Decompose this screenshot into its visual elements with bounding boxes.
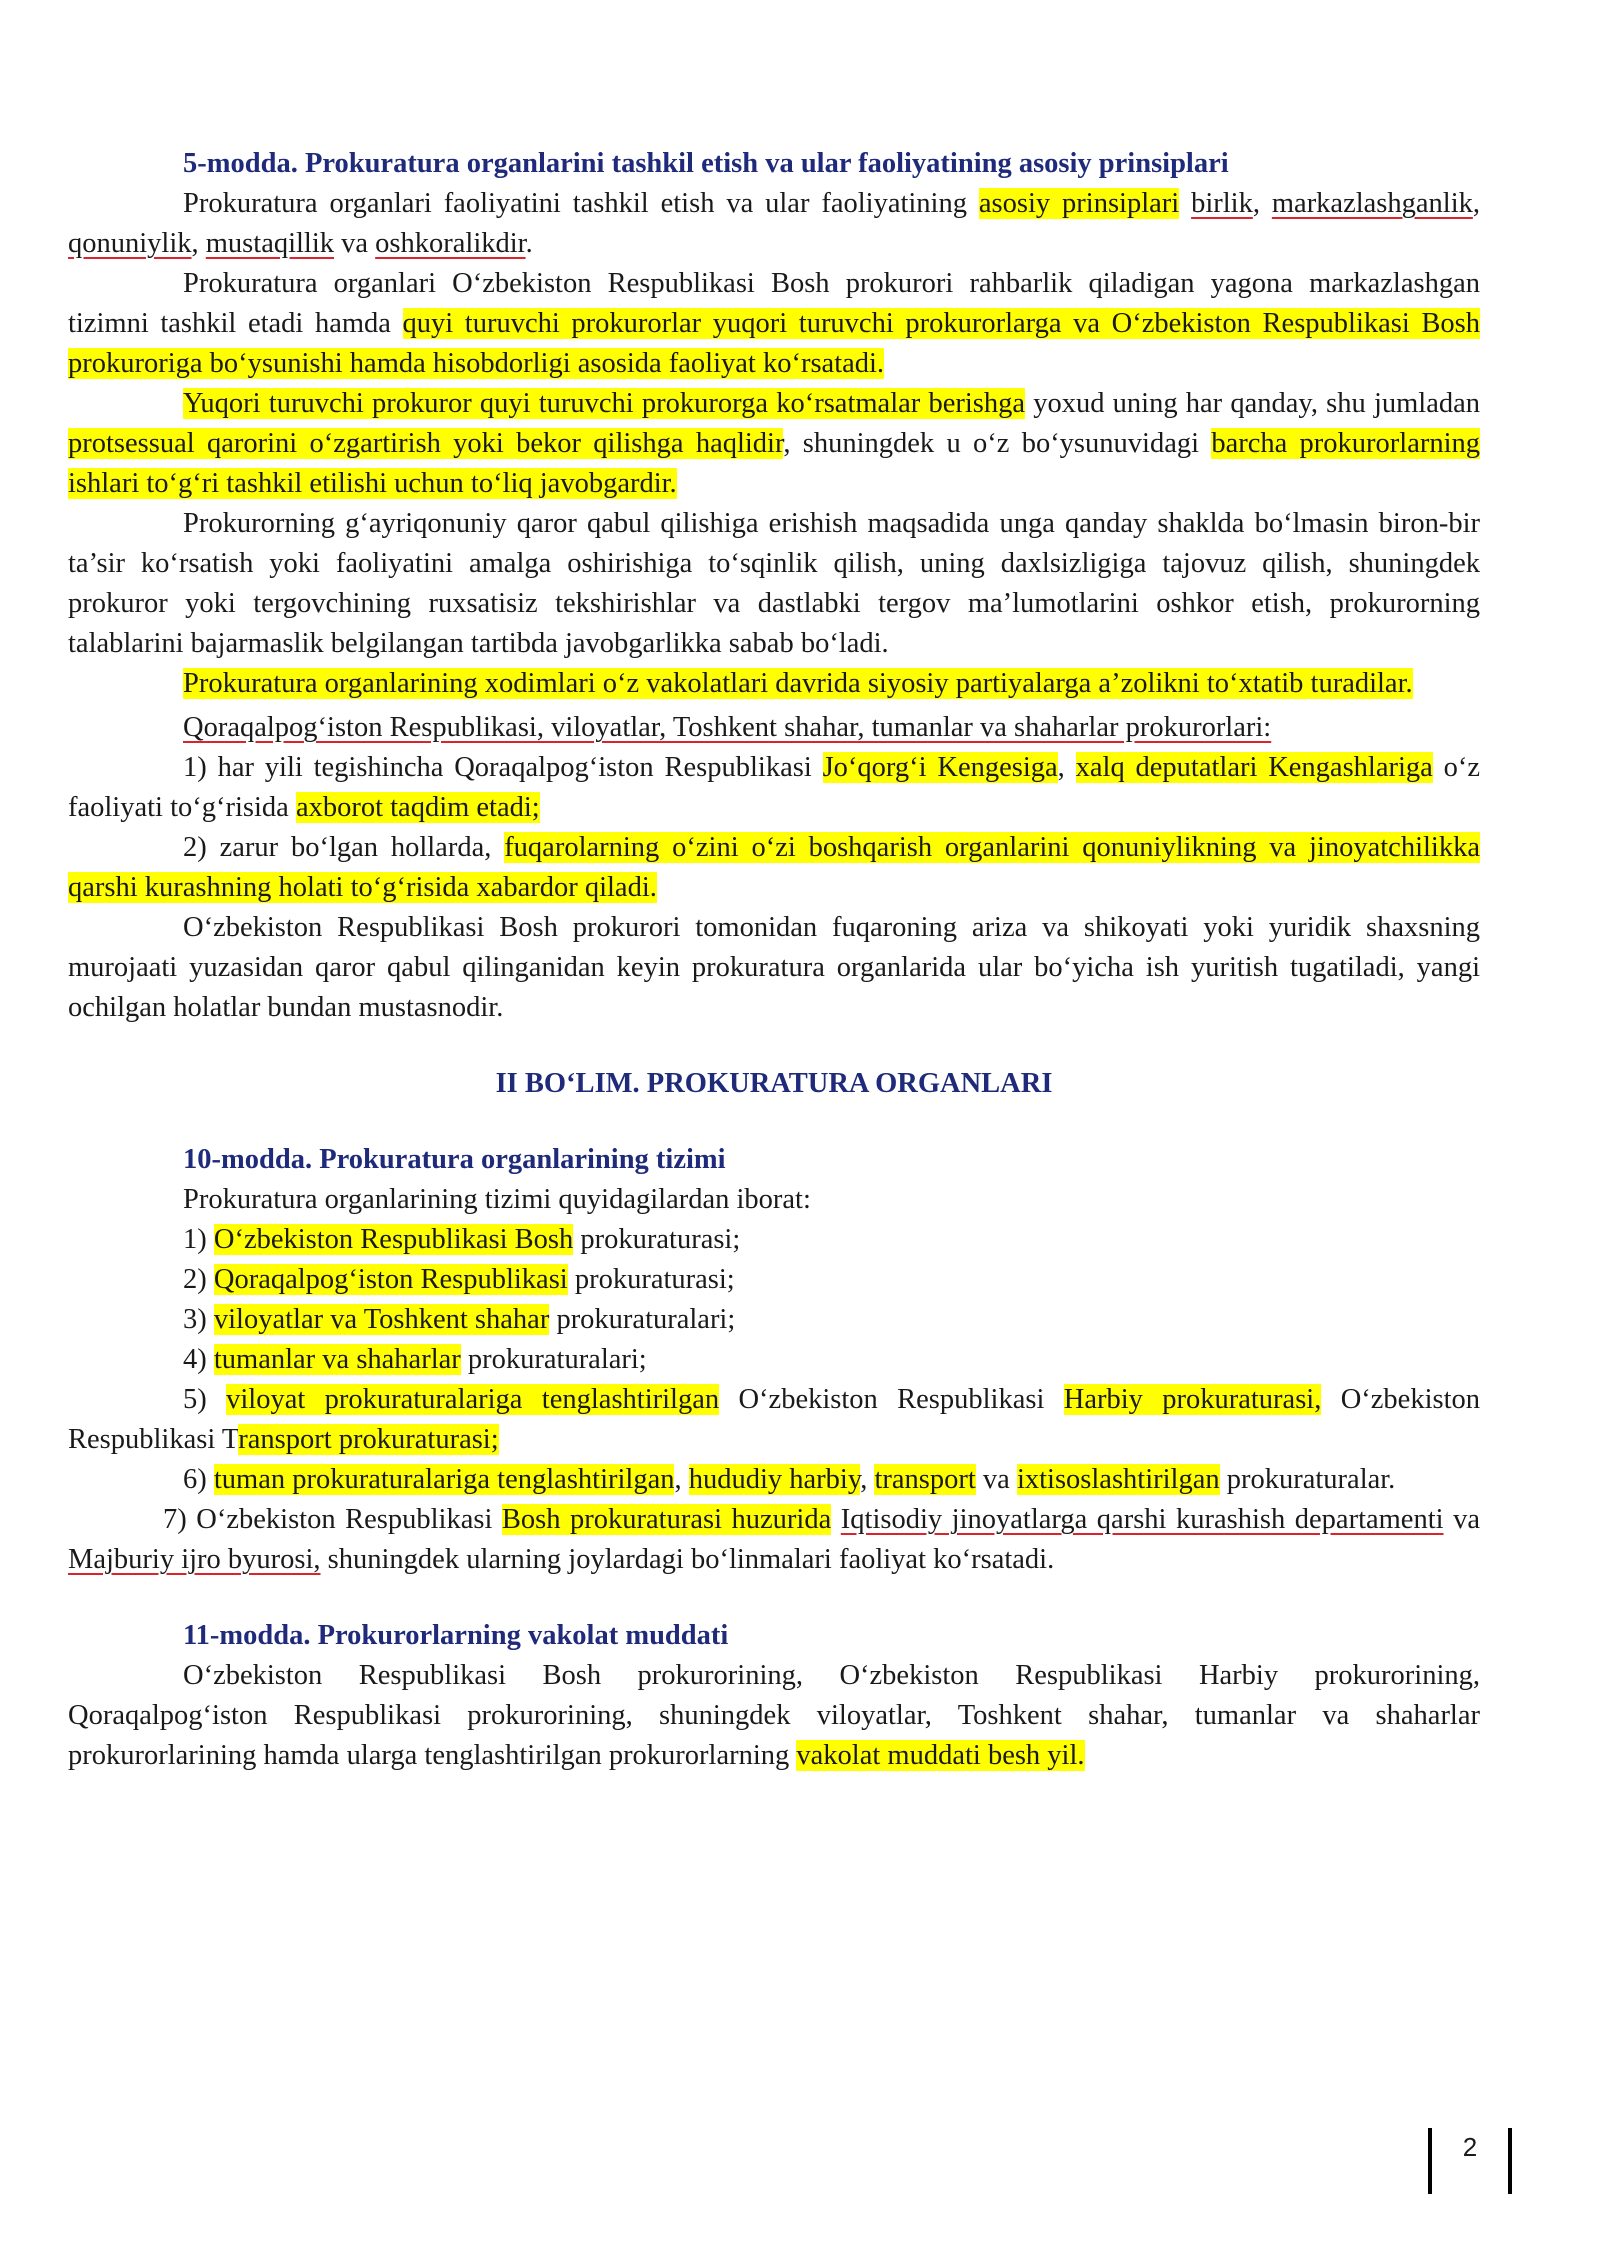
underline-mark: mustaqillik: [205, 228, 335, 259]
article-10-item-2: [68, 1260, 1480, 1300]
text-run: shuningdek ularning joylardagi bo‘linmalari faoliyat ko‘rsatadi.: [320, 1544, 1055, 1575]
text-run: 5-: [183, 148, 207, 179]
section-title: II BO‘LIM. PROKURATURA ORGANLARI: [495, 1068, 1053, 1099]
spacer: [68, 1104, 1480, 1140]
highlight: Yuqori turuvchi prokuror quyi turuvchi prokurorga ko‘rsatmalar berishga: [183, 388, 1026, 419]
article-10-item-3: [68, 1300, 1480, 1340]
article-5-paragraph-4: Prokurorning g‘ayriqonuniy qaror qabul qilishiga erishish maqsadida unga qanday shaklda bo‘lmasin biron-bir ta’sir ko‘rsatish yoki faoliyatini amalga oshirishiga to‘sqinlik qilish, uning daxlsizligiga tajovuz qilish, shuningdek prokuror yoki tergovchining ruxsatisiz tekshirishlar va dastlabki tergov ma’lumotlarini oshkor etish, prokurorning talablarini bajarmaslik belgilangan tartibda javobgarlikka sabab bo‘ladi.: [68, 508, 1480, 659]
article-5-paragraph-1: [68, 184, 1480, 264]
highlight: vakolat muddati besh yil.: [796, 1740, 1085, 1771]
underline-mark: qonuniylik: [68, 228, 192, 259]
text-run: , shuningdek u o‘z bo‘ysunuvidagi: [783, 428, 1212, 459]
text-run: 6): [183, 1464, 214, 1495]
text-run: ,: [860, 1464, 875, 1495]
text-run: va: [1443, 1504, 1480, 1535]
highlight: viloyatlar va Toshkent shahar: [213, 1304, 550, 1335]
text-run: modda. Prokuratura organlarini tashkil etish va ular faoliyatining asosiy prinsiplari: [206, 148, 1229, 179]
article-5-paragraph-2: [68, 264, 1480, 384]
document-body: [68, 144, 1480, 1776]
article-10-item-1: [68, 1220, 1480, 1260]
highlight: hududiy harbiy: [688, 1464, 861, 1495]
highlight: transport: [874, 1464, 976, 1495]
text-run: Prokuratura organlari O‘zbekiston Respublikasi Bosh prokurori rahbarlik qiladigan yagona markazlashgan tizimni tashkil etadi hamda: [68, 268, 1480, 339]
text-run: ,: [674, 1464, 689, 1495]
text-run: 1) har yili tegishincha Qoraqalpog‘iston Respublikasi: [183, 752, 823, 783]
text-run: 5): [183, 1384, 227, 1415]
text-run: [1179, 188, 1191, 219]
text-run: va: [975, 1464, 1017, 1495]
article-11-heading: [68, 1616, 1480, 1656]
article-5-item-1: [68, 748, 1480, 828]
text-run: prokuraturalar.: [1219, 1464, 1396, 1495]
underline-mark: Iqtisodiy jinoyatlarga qarshi kurashish departamenti: [840, 1504, 1444, 1535]
text-run: prokuraturalari;: [460, 1344, 647, 1375]
text-run: yoxud uning har qanday, shu jumladan: [1025, 388, 1480, 419]
underline-mark: oshkoralikdir: [375, 228, 526, 259]
highlight: tumanlar va shaharlar: [213, 1344, 461, 1375]
text-run: modda. Prokuratura organlarining tizimi: [221, 1144, 726, 1175]
page-number: 2: [1462, 2132, 1478, 2162]
article-10-item-7: [68, 1500, 1480, 1580]
text-run: O‘zbekiston Respublikasi Bosh prokurorining, O‘zbekiston Respublikasi Harbiy prokurorining, Qoraqalpog‘iston Respublikasi prokurorining, shuningdek viloyatlar, Toshkent shahar, tumanlar va shaharlar prokurorlarining hamda ularga tenglashtirilgan prokurorlarning: [68, 1660, 1480, 1771]
text-run: ,: [1057, 752, 1076, 783]
text-run: ,: [1252, 188, 1272, 219]
underline-mark: Qoraqalpog‘iston Respublikasi, viloyatlar, Toshkent shahar, tumanlar va shaharlar prokurorlari:: [183, 712, 1272, 743]
text-run: prokuraturasi;: [573, 1224, 741, 1255]
highlight: tuman prokuraturalariga tenglashtirilgan: [213, 1464, 675, 1495]
text-run: 4): [183, 1344, 214, 1375]
text-run: o‘z faoliyati to‘g‘risida: [68, 752, 1481, 823]
highlight: axborot taqdim etadi;: [295, 792, 540, 823]
highlight: fuqarolarning o‘zini o‘zi boshqarish organlarini qonuniylikning va jinoyatchilikka qarshi kurashning holati to‘g‘risida xabardor qiladi.: [68, 832, 1480, 903]
text-run: 3): [183, 1304, 214, 1335]
highlight: ixtisoslashtirilgan: [1016, 1464, 1220, 1495]
text-run: O‘zbekiston Respublikasi T: [68, 1384, 1480, 1455]
article-5-paragraph-7: O‘zbekiston Respublikasi Bosh prokurori tomonidan fuqaroning ariza va shikoyati yoki yuridik shaxsning murojaati yuzasidan qaror qabul qilinganidan keyin prokuratura organlarida ular bo‘yicha ish yuritish tugatiladi, yangi ochilgan holatlar bundan mustasnodir.: [68, 912, 1480, 1023]
article-5-paragraph-3: [68, 384, 1480, 504]
article-10-heading: [68, 1140, 1480, 1180]
article-5-paragraph-5: [68, 664, 1480, 704]
text-run: ,: [191, 228, 206, 259]
underline-mark: Majburiy ijro byurosi,: [68, 1544, 321, 1575]
article-5-item-2: [68, 828, 1480, 908]
underline-mark: markazlashganlik: [1271, 188, 1473, 219]
page-number-right-bar: [1508, 2128, 1512, 2194]
article-5-paragraph-6: [68, 708, 1480, 748]
article-11-paragraph: [68, 1656, 1480, 1776]
highlight: Harbiy prokuraturasi,: [1063, 1384, 1322, 1415]
highlight: Jo‘qorg‘i Kengesiga: [822, 752, 1058, 783]
highlight: protsessual qarorini o‘zgartirish yoki bekor qilishga haqlidir: [68, 428, 784, 459]
text-run: 7) O‘zbekiston Respublikasi: [163, 1504, 502, 1535]
text-run: [831, 1504, 841, 1535]
text-run: 2) zarur bo‘lgan hollarda,: [183, 832, 505, 863]
text-run: va: [334, 228, 376, 259]
article-10-item-4: [68, 1340, 1480, 1380]
text-run: 11-: [183, 1620, 220, 1651]
highlight: Qoraqalpog‘iston Respublikasi: [213, 1264, 568, 1295]
page-number-left-bar: [1428, 2128, 1432, 2194]
article-5-heading: [68, 144, 1480, 184]
text-run: 10-: [183, 1144, 221, 1175]
text-run: prokuraturasi;: [567, 1264, 735, 1295]
spacer: [68, 1580, 1480, 1616]
highlight: ransport prokuraturasi;: [238, 1424, 499, 1455]
underline-mark: birlik: [1191, 188, 1253, 219]
highlight: xalq deputatlari Kengashlariga: [1075, 752, 1433, 783]
highlight: viloyat prokuraturalariga tenglashtirilgan: [226, 1384, 720, 1415]
text-run: O‘zbekiston Respublikasi: [719, 1384, 1064, 1415]
text-run: 1): [183, 1224, 214, 1255]
text-run: 2): [183, 1264, 214, 1295]
highlight: O‘zbekiston Respublikasi Bosh: [213, 1224, 574, 1255]
highlight: barcha prokurorlarning ishlari to‘g‘ri tashkil etilishi uchun to‘liq javobgardir.: [68, 428, 1480, 499]
article-10-item-6: [68, 1460, 1480, 1500]
text-run: modda. Prokurorlarning vakolat muddati: [219, 1620, 729, 1651]
article-10-item-5: [68, 1380, 1480, 1460]
text-run: .: [525, 228, 533, 259]
highlight: Prokuratura organlarining xodimlari o‘z vakolatlari davrida siyosiy partiyalarga a’zolikni to‘xtatib turadilar.: [183, 668, 1413, 699]
highlight: asosiy prinsiplari: [978, 188, 1180, 219]
page-number-box: [1420, 2118, 1520, 2198]
text-run: ,: [1472, 188, 1481, 219]
text-run: prokuraturalari;: [549, 1304, 736, 1335]
text-run: Prokuratura organlari faoliyatini tashkil etish va ular faoliyatining: [183, 188, 979, 219]
highlight: Bosh prokuraturasi huzurida: [501, 1504, 832, 1535]
highlight: quyi turuvchi prokurorlar yuqori turuvchi prokurorlarga va O‘zbekiston Respublikasi Bosh prokuroriga bo‘ysunishi hamda hisobdorligi asosida faoliyat ko‘rsatadi.: [68, 308, 1480, 379]
spacer: [68, 1028, 1480, 1064]
article-10-intro: Prokuratura organlarining tizimi quyidagilardan iborat:: [183, 1184, 811, 1215]
